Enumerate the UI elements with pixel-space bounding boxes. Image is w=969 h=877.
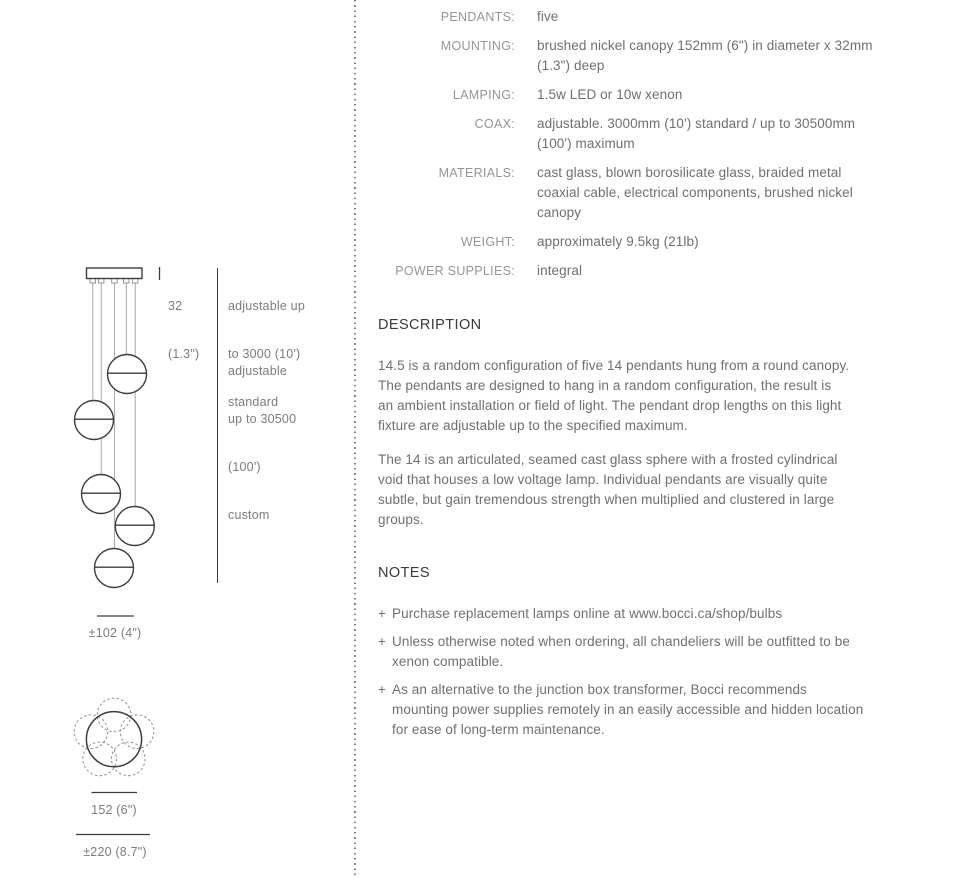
note-lines [392,632,850,672]
spec-value-line: adjustable. 3000mm (10') standard / up to 30500mm [537,116,856,131]
note-item [378,632,850,672]
pendant-sphere [95,549,134,588]
spec-label: COAX: [474,117,515,131]
note-lines [392,680,863,740]
notes-heading: NOTES [378,565,430,581]
spec-row [378,163,926,223]
spec-row [378,232,926,252]
spec-value-line: canopy [537,205,582,220]
drop-standard-label: adjustable up to 3000 (10') standard [228,299,305,409]
spec-value-line: brushed nickel canopy 152mm (6") in diameter x 32mm [537,38,873,53]
spec-value-line: (1.3") deep [537,58,605,73]
spec-table [378,0,926,290]
drop-custom-label: adjustable up to 30500 (100') custom [228,364,297,522]
canopy-depth-unit: (1.3") [168,347,200,361]
spec-value [537,114,926,154]
spec-value-line: 1.5w LED or 10w xenon [537,87,683,102]
spec-row [378,114,926,154]
spec-row [378,261,926,281]
note-line: mounting power supplies remotely in an easily accessible and hidden location [392,701,864,717]
spec-value [537,85,926,105]
spec-value-line: five [537,9,559,24]
description-paragraph [378,356,849,436]
pendant-diameter-label: ±102 (4") [88,626,142,640]
pendant-sphere [75,401,114,440]
description-line: fixture are adjustable up to the specified maximum. [378,417,688,433]
spec-value-line: integral [537,263,583,278]
canopy-depth-value: 32 [168,299,183,313]
spec-value [537,7,926,27]
description-line: 14.5 is a random configuration of five 14 pendants hung from a round canopy. [378,357,850,373]
note-line: Purchase replacement lamps online at www.bocci.ca/shop/bulbs [392,606,783,621]
description-line: The pendants are designed to hang in a random configuration, the result is [378,377,832,393]
spec-row [378,36,926,76]
spec-label: PENDANTS: [440,10,515,24]
description-heading: DESCRIPTION [378,317,482,333]
pendant-diagram [0,0,370,877]
description-line: The 14 is an articulated, seamed cast glass sphere with a frosted cylindrical [378,451,838,467]
description-line: an ambient installation or field of light. The pendant drop lengths on this light [378,397,842,413]
note-bullet: + [378,633,386,649]
description-line: groups. [378,511,424,527]
note-line: As an alternative to the junction box transformer, Bocci recommends [392,681,807,697]
spec-value-line: coaxial cable, electrical components, brushed nickel [537,185,853,200]
spec-value-line: approximately 9.5kg (21lb) [537,234,699,249]
note-bullet: + [378,606,386,621]
spec-value [537,232,926,252]
overall-spread-label: ±220 (8.7") [83,845,147,859]
spec-label: MOUNTING: [440,39,515,53]
pendant-sphere [108,355,147,394]
spec-value [537,163,926,223]
note-line: xenon compatible. [392,653,504,669]
spec-label: LAMPING: [452,88,515,102]
note-line: for ease of long-term maintenance. [392,721,605,737]
spec-row [378,7,926,27]
spec-value [537,36,926,76]
pendant-sphere [115,507,154,546]
note-lines [392,604,782,624]
note-bullet: + [378,681,386,697]
spec-row [378,85,926,105]
pendant-sphere [82,475,121,514]
spec-value [537,261,926,281]
note-item [378,604,782,624]
spec-label: MATERIALS: [438,166,515,180]
canopy-depth-label [168,266,199,394]
spec-value-line: (100') maximum [537,136,635,151]
separator-dotted-line [354,0,356,877]
canopy-diameter-label: 152 (6") [91,803,137,817]
note-item [378,680,863,740]
canopy [87,268,143,279]
spec-label: WEIGHT: [460,235,515,249]
spec-value-line: cast glass, blown borosilicate glass, braided metal [537,165,842,180]
note-line: Unless otherwise noted when ordering, all chandeliers will be outfitted to be [392,633,850,649]
description-line: void that houses a low voltage lamp. Individual pendants are visually quite [378,471,828,487]
description-line: subtle, but gain tremendous strength when multiplied and clustered in large [378,491,835,507]
topview-canopy-circle [86,712,141,767]
description-paragraph [378,450,837,530]
spec-label: POWER SUPPLIES: [395,264,515,278]
